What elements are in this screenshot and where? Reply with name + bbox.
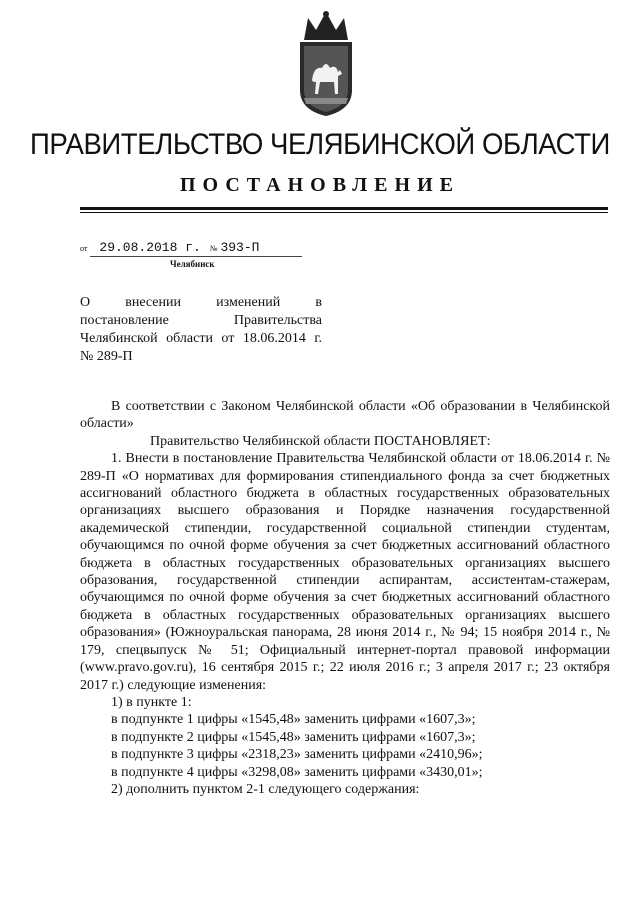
sub-item-2: 2) дополнить пунктом 2-1 следующего содержания:: [111, 781, 420, 797]
document-subject: [80, 294, 322, 366]
number-prefix: №: [209, 244, 218, 253]
resolves-line: Правительство Челябинской области ПОСТАНОВЛЯЕТ:: [150, 433, 491, 449]
subject-line: постановление Правительства: [80, 313, 322, 328]
organization-title: ПРАВИТЕЛЬСТВО ЧЕЛЯБИНСКОЙ ОБЛАСТИ: [30, 128, 610, 161]
coat-of-arms-emblem: [294, 10, 358, 120]
header-rule-thin: [80, 212, 608, 213]
subject-line: Челябинской области от 18.06.2014 г.: [80, 331, 322, 346]
city-label: Челябинск: [170, 259, 215, 269]
subject-line: О внесении изменений в: [80, 295, 322, 310]
list-item: в подпункте 2 цифры «1545,48» заменить цифрами «1607,3»;: [111, 729, 476, 745]
intro-paragraph: В соответствии с Законом Челябинской области «Об образовании в Челябинской области»: [80, 399, 610, 432]
subject-line: № 289-П: [80, 349, 133, 364]
date-number-line: [80, 240, 259, 255]
list-item: в подпункте 1 цифры «1545,48» заменить цифрами «1607,3»;: [111, 712, 476, 728]
document-body: [80, 398, 610, 798]
document-type: ПОСТАНОВЛЕНИЕ: [180, 174, 460, 196]
date-prefix: от: [80, 244, 88, 253]
header-rule-thick: [80, 207, 608, 210]
sub-item-1: 1) в пункте 1:: [111, 694, 192, 710]
changes-list: [80, 694, 610, 798]
list-item: в подпункте 3 цифры «2318,23» заменить цифрами «2410,96»;: [111, 747, 483, 763]
document-date: 29.08.2018 г.: [99, 240, 201, 255]
date-underline: [90, 256, 302, 257]
item-1-paragraph: 1. Внести в постановление Правительства Челябинской области от 18.06.2014 г. № 289-П «О нормативах для формирования стипендиального фонда за счет бюджетных ассигнований областного бюджета в областных государственных образовательных организациях высшего образования и Порядке назначения государственной академической стипендии, государственной социальной стипендии студентам, обучающимся по очной форме обучения за счет бюджетных ассигнований областного бюджета в областных государственных образовательных организациях высшего образования, государственной стипендии аспирантам, ассистентам-стажерам, обучающимся по очной форме обучения за счет бюджетных ассигнований областного бюджета в областных государственных образовательных организациях высшего образования» (Южноуральская панорама, 28 июня 2014 г., № 94; 15 ноября 2014 г., № 179, спецвыпуск № 51; Официальный интернет-портал правовой информации (www.pravo.gov.ru), 16 сентября 2015 г.; 22 июля 2016 г.; 3 апреля 2017 г.; 23 октября 2017 г.) следующие изменения:: [80, 451, 610, 693]
list-item: в подпункте 4 цифры «3298,08» заменить цифрами «3430,01»;: [111, 764, 483, 780]
document-number: 393-П: [220, 240, 260, 255]
